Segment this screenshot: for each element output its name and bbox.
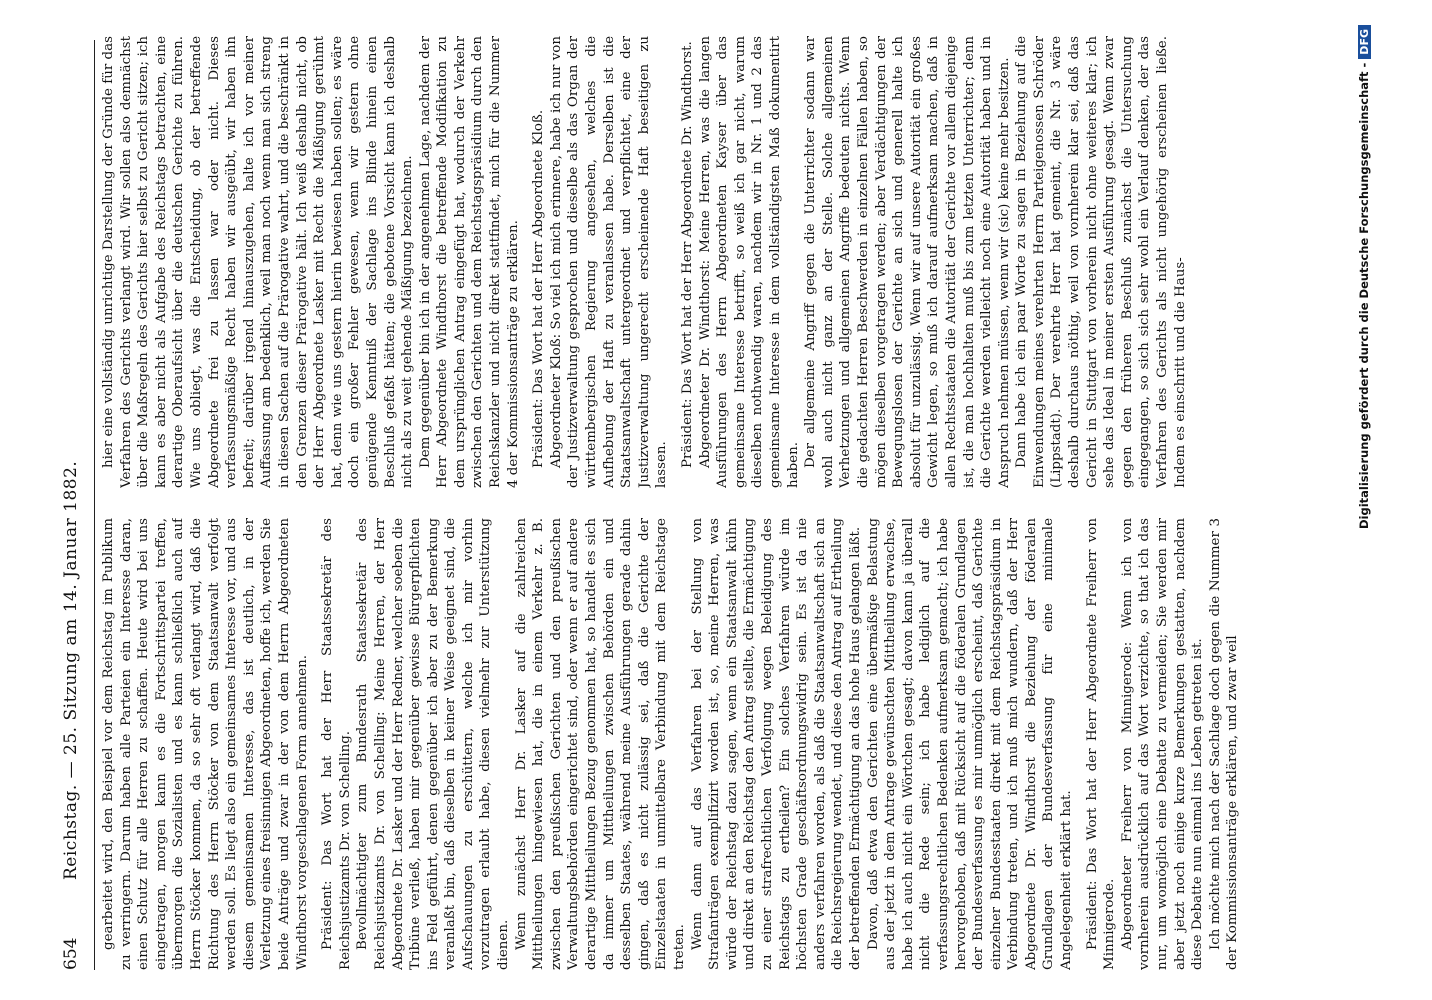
dfg-logo: DFG xyxy=(1358,25,1371,59)
paragraph: Davon, daß etwa den Gerichten eine übermäßige Belastung aus der jetzt in dem Antrage gewünschten Mittheilung erwachse, habe ich auch nicht ein Wörtchen gesagt; davon kann ja überall nicht die Rede sein; ich habe lediglich auf die verfassungsrechtlichen Bedenken aufmerksam gemacht; ich habe hervorgehoben, daß mit Rücksicht auf die föderalen Grundlagen der Bundesverfassung es mir unmöglich erscheint, daß Gerichte einzelner Bundesstaaten direkt mit dem Reichstagspräsidium in Verbindung treten, und ich muß mich wundern, daß der Herr Abgeordnete Dr. Windthorst die Beziehung der föderalen Grundlagen der Bundesverfassung für eine minimale Angelegenheit erklärt hat. xyxy=(865,518,1075,970)
paragraph: Wenn dann auf das Verfahren bei der Stellung von Strafanträgen exemplifizirt worden ist, so, meine Herren, was würde der Reichstag dazu sagen, wenn ein Staatsanwalt kühn und direkt an den Reichstag den Antrag stellte, die Ermächtigung zu einer strafrechtlichen Verfolgung wegen Beleidigung des Reichstags zu ertheilen? Ein solches Verfahren würde im höchsten Grade geschäftsordnungswidrig sein. Es ist da nie anders verfahren worden, als daß die Staatsanwaltschaft sich an die Reichsregierung wendet, und diese den Antrag auf Ertheilung der betreffenden Ermächtigung an das hohe Haus gelangen läßt. xyxy=(689,518,863,970)
paragraph: Präsident: Das Wort hat der Herr Abgeordnete Freiherr von Minnigerode. xyxy=(1084,518,1118,970)
paragraph: gearbeitet wird, den Beispiel vor dem Reichstag im Publikum zu verringern. Darum haben alle Parteien ein Interesse daran, einen Schutz für alle Herren zu schaffen. Heute wird bei uns eingetragen, morgen kann es die Fortschrittspartei treffen, übermorgen die Sozialisten und es kann schließlich auch auf Herrn Stöcker kommen, da so sehr oft verlangt wird, daß die Richtung des Herrn Stöcker von dem Staatsanwalt verfolgt werden soll. Es liegt also ein gemeinsames Interesse vor, und aus diesem gemeinsamen Interesse, das ist deutlich, in der Verletzung eines freisinnigen Abgeordneten, hoffe ich, werden Sie beide Anträge und zwar in der von dem Herrn Abgeordneten Windthorst vorgeschlagenen Form annehmen. xyxy=(101,518,310,970)
left-column xyxy=(100,518,1330,970)
digitization-footer xyxy=(1357,25,1381,975)
paragraph: Bevollmächtigter zum Bundesrath Staatssekretär des Reichsjustizamts Dr. von Schelling: Meine Herren, der Herr Abgeordnete Dr. Lasker und der Herr Redner, welcher soeben die Tribüne verließ, haben mir gegenüber gewisse Bürgerpflichten ins Feld geführt, denen gegenüber ich aber zu der Bemerkung veranlaßt bin, daß dieselben in keiner Weise geeignet sind, die Aufschauungen zu erschüttern, welche ich mir vorhin vorzutragen erlaubt habe, diesen vielmehr zur Unterstützung dienen. xyxy=(355,518,512,970)
right-column xyxy=(100,36,1330,488)
page-number: 654 xyxy=(61,937,81,970)
paragraph: Der allgemeine Angriff gegen die Unterrichter sodann war wohl auch nicht ganz an der Stelle. Solche allgemeinen Verhetzungen und allgemeinen Angriffe bedeuten nichts. Wenn die gedachten Herren Beschwerden in einzelnen Fällen haben, so mögen dieselben vorgetragen werden; aber Verdächtigungen der Bewegungslosen der Gerichte an sich und generell halte ich absolut für unzulässig. Wenn wir auf unsere Autorität ein großes Gewicht legen, so muß ich darauf aufmerksam machen, daß in allen Rechtsstaaten die Autorität der Gerichte vor allem diejenige ist, die man hochhalten muß bis zum letzten Unterrichter; denn die Gerichte werden vielleicht noch eine Autorität haben und in Anspruch nehmen müssen, wenn wir (sic) keine mehr besitzen. xyxy=(803,36,1012,488)
paragraph: Dem gegenüber bin ich in der angenehmen Lage, nachdem der Herr Abgeordnete Windthorst die betreffende Modifikation zu dem ursprünglichen Antrag eingefügt hat, wodurch der Verkehr zwischen den Gerichten und dem Reichstagspräsidium durch den Reichskanzler und nicht direkt stattfindet, mich für die Nummer 4 der Kommissionsanträge zu erklären. xyxy=(417,36,521,488)
paragraph: Wenn zunächst Herr Dr. Lasker auf die zahlreichen Mittheilungen hingewiesen hat, die in einem Verkehr z. B. zwischen den preußischen Gerichten und den preußischen Verwaltungsbehörden eingerichtet sind, oder wenn er auf andere derartige Mittheilungen Bezug genommen hat, so handelt es sich da immer um Mittheilungen zwischen Behörden ein und desselben Staates, während meine Ausführungen gerade dahin gingen, daß es nicht zulässig sei, daß die Gerichte der Einzelstaaten in unmittelbare Verbindung mit dem Reichstage treten. xyxy=(513,518,687,970)
paragraph: Präsident: Das Wort hat der Herr Abgeordnete Dr. Windthorst. xyxy=(680,41,695,468)
paragraph: Präsident: Das Wort hat der Herr Abgeordnete Kloß. xyxy=(531,109,547,468)
page-header xyxy=(55,40,95,970)
paragraph: Abgeordneter Kloß: So viel ich mich erinnere, habe ich nur von der Justizverwaltung gesprochen und dieselbe als das Organ der württembergischen Regierung angesehen, welches die Aufhebung der Haft zu veranlassen habe. Derselben ist die Staatsanwaltschaft untergeordnet und verpflichtet, eine der Justizverwaltung ungerecht erscheinende Haft beseitigen zu lassen. xyxy=(548,36,670,488)
paragraph: Präsident: Das Wort hat der Herr Staatssekretär des Reichsjustizamts Dr. von Schelling. xyxy=(320,518,353,970)
paragraph: Ich möchte mich nach der Sachlage doch gegen die Nummer 3 der Kommissionsanträge erklären, und zwar weil xyxy=(1207,518,1241,970)
running-title: Reichstag. — 25. Sitzung am 14. Januar 1882. xyxy=(61,460,81,880)
footer-text: Digitalisierung gefördert durch die Deutsche Forschungsgemeinschaft - xyxy=(1357,62,1371,530)
paragraph: Abgeordneter Freiherr von Minnigerode: Wenn ich von vornherein ausdrücklich auf das Wort verzichte, so that ich das nur, um womöglich eine Debatte zu vermeiden; Sie werden mir aber jetzt noch einige kurze Bemerkungen gestatten, nachdem diese Debatte nun einmal ins Leben getreten ist. xyxy=(1119,518,1206,970)
paragraph: Abgeordneter Dr. Windthorst: Meine Herren, was die langen Ausführungen des Herrn Abgeordneten Kayser über das gemeinsame Interesse betrifft, so weiß ich gar nicht, warum dieselben nothwendig waren, nachdem wir in Nr. 1 und 2 das gemeinsame Interesse in dem vollständigsten Maß dokumentirt haben. xyxy=(697,36,801,488)
paragraph: Dann habe ich ein paar Worte zu sagen in Beziehung auf die Einwendungen meines verehrten Herrn Parteigenossen Schröder (Lippstadt). Der verehrte Herr hat gemeint, die Nr. 3 wäre deshalb durchaus nöthig, weil von vornherein klar sei, daß das Gericht in Stuttgart von vorherein nicht ohne weiteres klar; ich sehe das Ideal in meiner ersten Ausführung gesagt. Wenn zwar gegen den früheren Beschluß zunächst die Untersuchung eingegangen, so sich sich sehr wohl ein Verlauf denken, der das Verfahren des Gerichts als nicht ungehörig erscheinen ließe. Indem es einschritt und die Haus- xyxy=(1014,36,1188,488)
paragraph: hier eine vollständig unrichtige Darstellung der Gründe für das Verfahren des Gerichts verlangt wird. Wir sollen also demnächst über die Maßregeln des Gerichts hier selbst zu Gericht sitzen; ich kann es aber nicht als Aufgabe des Reichstags betrachten, eine derartige Oberaufsicht über die deutschen Gerichte zu führen. Wie uns obliegt, was die Entscheidung, ob der betreffende Abgeordnete frei zu lassen war oder nicht. Dieses verfassungsmäßige Recht haben wir ausgeübt, wir haben ihn befreit; darüber irgend hinauszugehen, halte ich vor meiner Auffassung am bedenklich, weil man noch wenn man sich streng in diesen Sachen auf die Prärogative wahrt, und die beschränkt in den Grenzen dieser Prärogative hält. Ich weiß deshalb nicht, ob der Herr Abgeordnete Lasker mit Recht die Mäßigung gerühmt hat, denn wie uns gestern hierin bewiesen haben sollen; es wäre doch ein großer Fehler gewesen, wenn wir gestern ohne genügende Kenntniß der Sachlage ins Blinde hinein einen Beschluß gefaßt hätten; die gebotene Vorsicht kann ich deshalb nicht als zu weit gehende Mäßigung bezeichnen. xyxy=(101,36,416,488)
header-rule xyxy=(94,40,95,970)
